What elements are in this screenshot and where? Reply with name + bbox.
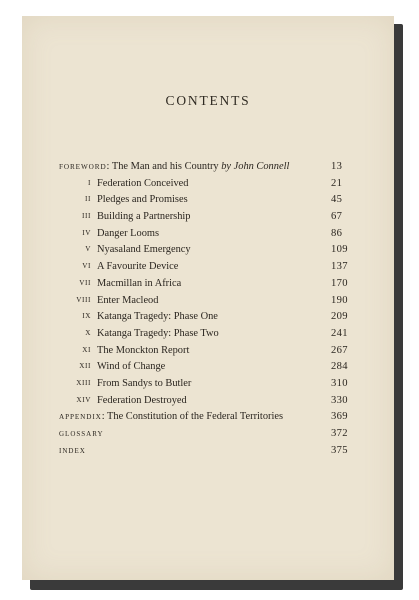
index-page: 375 (331, 444, 348, 456)
toc-chapter-row (59, 244, 357, 261)
toc-appendix (59, 411, 357, 428)
toc-glossary (59, 428, 357, 445)
chapter-number: IX (82, 312, 91, 321)
toc-chapter-row (59, 328, 357, 345)
chapter-title: A Favourite Device (97, 261, 179, 273)
toc-chapter-row (59, 311, 357, 328)
index-label: INDEX (59, 446, 86, 455)
chapter-page: 310 (331, 377, 348, 389)
toc-chapter-row (59, 211, 357, 228)
chapter-list (59, 178, 357, 412)
foreword-page: 13 (331, 161, 343, 172)
foreword-text: : The Man and his Country (106, 161, 219, 172)
chapter-page: 21 (331, 177, 343, 189)
appendix-page: 369 (331, 411, 348, 423)
chapter-number: X (85, 328, 91, 337)
chapter-page: 109 (331, 244, 348, 256)
chapter-number: III (82, 212, 91, 221)
chapter-number: I (88, 178, 91, 187)
chapter-title: Danger Looms (97, 227, 160, 239)
toc-chapter-row (59, 361, 357, 378)
chapter-number: IV (82, 228, 91, 237)
glossary-label: GLOSSARY (59, 430, 104, 438)
appendix-text: : The Constitution of the Federal Territories (101, 411, 284, 423)
toc-foreword (59, 161, 357, 178)
chapter-number: VI (82, 262, 91, 271)
chapter-page: 67 (331, 211, 343, 223)
chapter-page: 190 (331, 294, 348, 306)
chapter-page: 330 (331, 394, 348, 406)
toc-chapter-row (59, 295, 357, 312)
glossary-page: 372 (331, 428, 348, 439)
chapter-title: The Monckton Report (97, 344, 190, 356)
chapter-title: Building a Partnership (97, 211, 191, 223)
chapter-title: Nyasaland Emergency (97, 244, 191, 256)
chapter-page: 267 (331, 344, 348, 356)
chapter-number: XI (82, 345, 91, 354)
toc-index (59, 445, 357, 462)
chapter-title: Katanga Tragedy: Phase Two (97, 327, 219, 339)
foreword-author: by John Connell (221, 161, 290, 172)
chapter-number: VIII (76, 295, 91, 304)
chapter-page: 284 (331, 361, 348, 373)
chapter-page: 137 (331, 261, 348, 273)
toc-chapter-row (59, 395, 357, 412)
foreword-label: FOREWORD (59, 163, 107, 171)
toc-chapter-row (59, 194, 357, 211)
chapter-number: VII (79, 278, 91, 287)
chapter-title: Wind of Change (97, 361, 166, 373)
table-of-contents (59, 161, 357, 461)
chapter-number: XIII (76, 378, 91, 387)
chapter-number: XIV (76, 395, 91, 404)
chapter-title: Federation Destroyed (97, 394, 187, 406)
chapter-title: Pledges and Promises (97, 194, 188, 206)
chapter-number: V (85, 245, 91, 254)
chapter-title: From Sandys to Butler (97, 377, 192, 389)
chapter-title: Federation Conceived (97, 177, 189, 189)
chapter-title: Macmillan in Africa (97, 277, 182, 289)
toc-chapter-row (59, 178, 357, 195)
chapter-number: II (85, 195, 91, 204)
toc-chapter-row (59, 228, 357, 245)
chapter-page: 45 (331, 194, 343, 206)
chapter-page: 170 (331, 277, 348, 289)
appendix-label: APPENDIX (59, 413, 102, 422)
chapter-page: 241 (331, 327, 348, 339)
chapter-page: 86 (331, 227, 343, 239)
toc-chapter-row (59, 278, 357, 295)
chapter-page: 209 (331, 311, 348, 323)
book-page (22, 16, 394, 580)
toc-chapter-row (59, 345, 357, 362)
toc-chapter-row (59, 378, 357, 395)
chapter-title: Katanga Tragedy: Phase One (97, 311, 218, 323)
toc-chapter-row (59, 261, 357, 278)
chapter-number: XII (79, 362, 91, 371)
page-title: CONTENTS (165, 93, 251, 108)
chapter-title: Enter Macleod (97, 294, 159, 306)
